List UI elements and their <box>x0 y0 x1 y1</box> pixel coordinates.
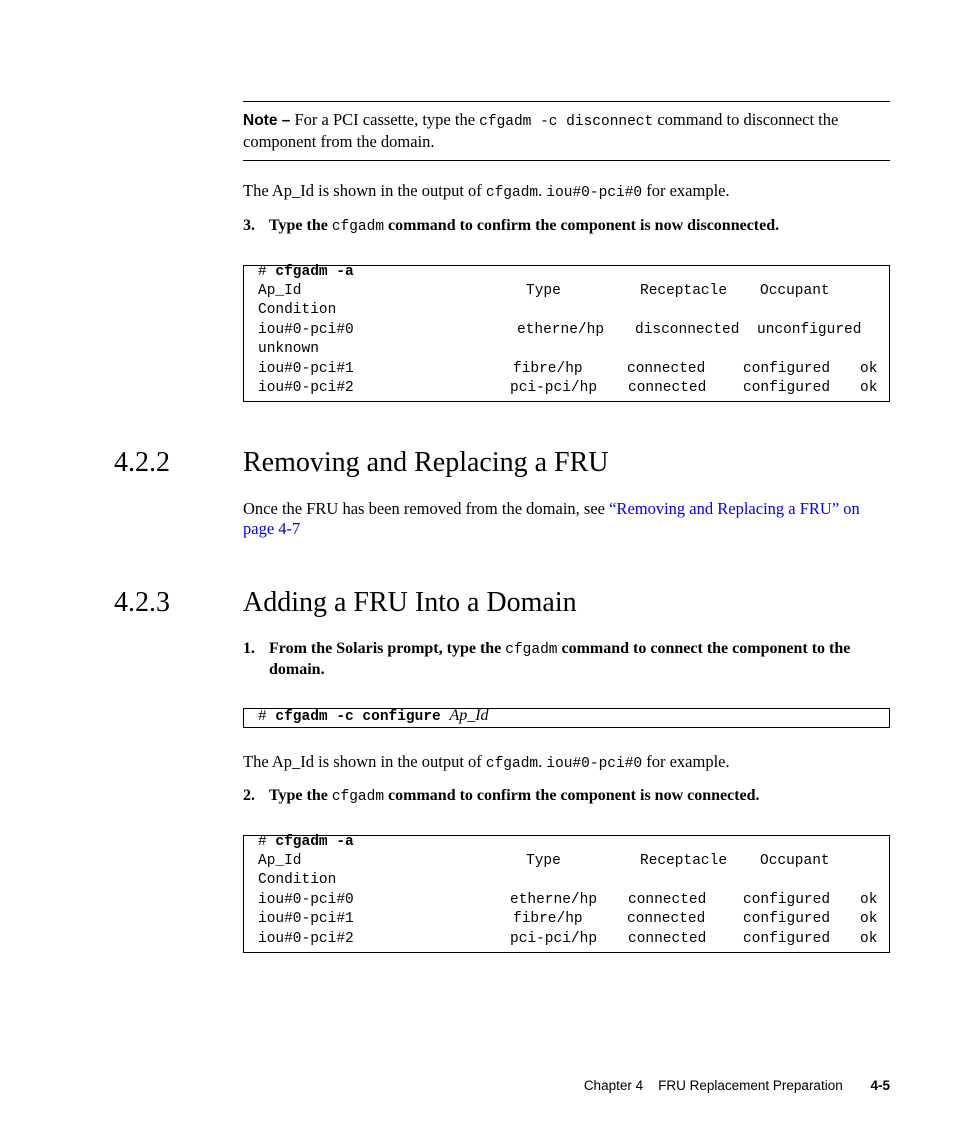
section-number: 4.2.3 <box>114 587 170 618</box>
header-receptacle: Receptacle <box>640 853 728 869</box>
apid-after: for example. <box>646 181 730 200</box>
row-type: pci-pci/hp <box>510 931 598 947</box>
step-text-after: command to connect the component to the domain. <box>269 640 851 678</box>
row-receptacle: connected <box>627 911 706 927</box>
section-body <box>243 499 890 539</box>
note-label: Note – <box>243 112 291 129</box>
command: cfgadm -a <box>275 264 354 280</box>
row-condition: ok <box>860 380 878 396</box>
step-cmd: cfgadm <box>331 219 385 235</box>
cross-reference-link[interactable]: “Removing and Replacing a FRU” on page 4-7 <box>243 499 860 538</box>
apid-after: for example. <box>646 752 730 771</box>
code-line-command <box>258 264 354 284</box>
step-cmd: cfgadm <box>505 642 558 658</box>
step-text: Type the <box>269 787 328 804</box>
step-number: 3. <box>243 217 255 234</box>
row-occupant: configured <box>743 911 831 927</box>
row-condition: ok <box>860 911 878 927</box>
step-text-after: command to confirm the component is now disconnected. <box>388 217 780 234</box>
row-receptacle: disconnected <box>635 322 740 338</box>
apid-example: iou#0-pci#0 <box>546 185 643 201</box>
apid-paragraph <box>243 752 890 774</box>
apid-cmd: cfgadm <box>485 185 539 201</box>
step-text: From the Solaris prompt, type the <box>269 640 502 657</box>
row-occupant: configured <box>743 931 831 947</box>
row-apid: iou#0-pci#0 <box>258 322 354 338</box>
code-line-command <box>258 707 489 727</box>
note-text-after: command to disconnect the component from the domain. <box>243 110 839 151</box>
apid-dot: . <box>538 752 543 771</box>
row-type: etherne/hp <box>517 322 605 338</box>
step-cmd: cfgadm <box>331 789 385 805</box>
row-apid: iou#0-pci#1 <box>258 361 354 377</box>
header-occupant: Occupant <box>760 283 830 299</box>
section-title: Removing and Replacing a FRU <box>243 447 609 478</box>
section-number: 4.2.2 <box>114 447 170 478</box>
prompt: # <box>258 709 267 725</box>
row-apid: iou#0-pci#2 <box>258 380 354 396</box>
apid-paragraph <box>243 181 890 203</box>
step-text-after: command to confirm the component is now connected. <box>388 787 760 804</box>
row-apid: iou#0-pci#0 <box>258 892 354 908</box>
step-number: 2. <box>243 787 255 804</box>
page-number: 4-5 <box>870 1078 890 1093</box>
code-output-connected <box>243 835 890 953</box>
code-output-disconnected <box>243 265 890 402</box>
footer-title: FRU Replacement Preparation <box>658 1078 843 1093</box>
row-type: fibre/hp <box>513 911 583 927</box>
row-condition: ok <box>860 892 878 908</box>
header-condition: Condition <box>258 302 337 318</box>
header-type: Type <box>526 283 561 299</box>
step-2 <box>243 786 890 807</box>
note-command: cfgadm -c disconnect <box>479 114 654 130</box>
row-receptacle: connected <box>628 931 707 947</box>
row-condition: ok <box>860 931 878 947</box>
command-arg: Ap_Id <box>449 707 489 724</box>
row-occupant: configured <box>743 380 831 396</box>
apid-text: The Ap_Id is shown in the output of <box>243 181 482 200</box>
apid-text: The Ap_Id is shown in the output of <box>243 752 482 771</box>
row-occupant: configured <box>743 892 831 908</box>
row-condition: ok <box>860 361 878 377</box>
header-apid: Ap_Id <box>258 283 302 299</box>
row-occupant: configured <box>743 361 831 377</box>
page-footer <box>584 1078 890 1093</box>
step-3 <box>243 216 890 237</box>
step-number: 1. <box>243 640 255 657</box>
header-receptacle: Receptacle <box>640 283 728 299</box>
prompt: # <box>258 834 267 850</box>
note-text-before: For a PCI cassette, type the <box>294 110 476 129</box>
apid-cmd: cfgadm <box>485 756 539 772</box>
header-apid: Ap_Id <box>258 853 302 869</box>
row-receptacle: connected <box>628 892 707 908</box>
command: cfgadm -a <box>275 834 354 850</box>
prompt: # <box>258 264 267 280</box>
footer-chapter: Chapter 4 <box>583 1078 644 1093</box>
row-type: pci-pci/hp <box>510 380 598 396</box>
section-title: Adding a FRU Into a Domain <box>243 587 577 618</box>
row-type: etherne/hp <box>510 892 598 908</box>
body-text: Once the FRU has been removed from the domain, see <box>243 499 605 518</box>
row-type: fibre/hp <box>513 361 583 377</box>
row-condition: unknown <box>258 341 319 357</box>
row-receptacle: connected <box>628 380 707 396</box>
command: cfgadm -c configure <box>275 709 441 725</box>
code-line-command <box>258 834 354 854</box>
header-type: Type <box>526 853 561 869</box>
row-apid: iou#0-pci#1 <box>258 911 354 927</box>
header-occupant: Occupant <box>760 853 830 869</box>
row-receptacle: connected <box>627 361 706 377</box>
header-condition: Condition <box>258 872 337 888</box>
row-apid: iou#0-pci#2 <box>258 931 354 947</box>
code-command-configure <box>243 708 890 728</box>
apid-dot: . <box>538 181 543 200</box>
row-occupant: unconfigured <box>757 322 862 338</box>
apid-example: iou#0-pci#0 <box>546 756 643 772</box>
step-1 <box>243 639 890 680</box>
note-block <box>243 101 890 161</box>
step-text: Type the <box>269 217 328 234</box>
